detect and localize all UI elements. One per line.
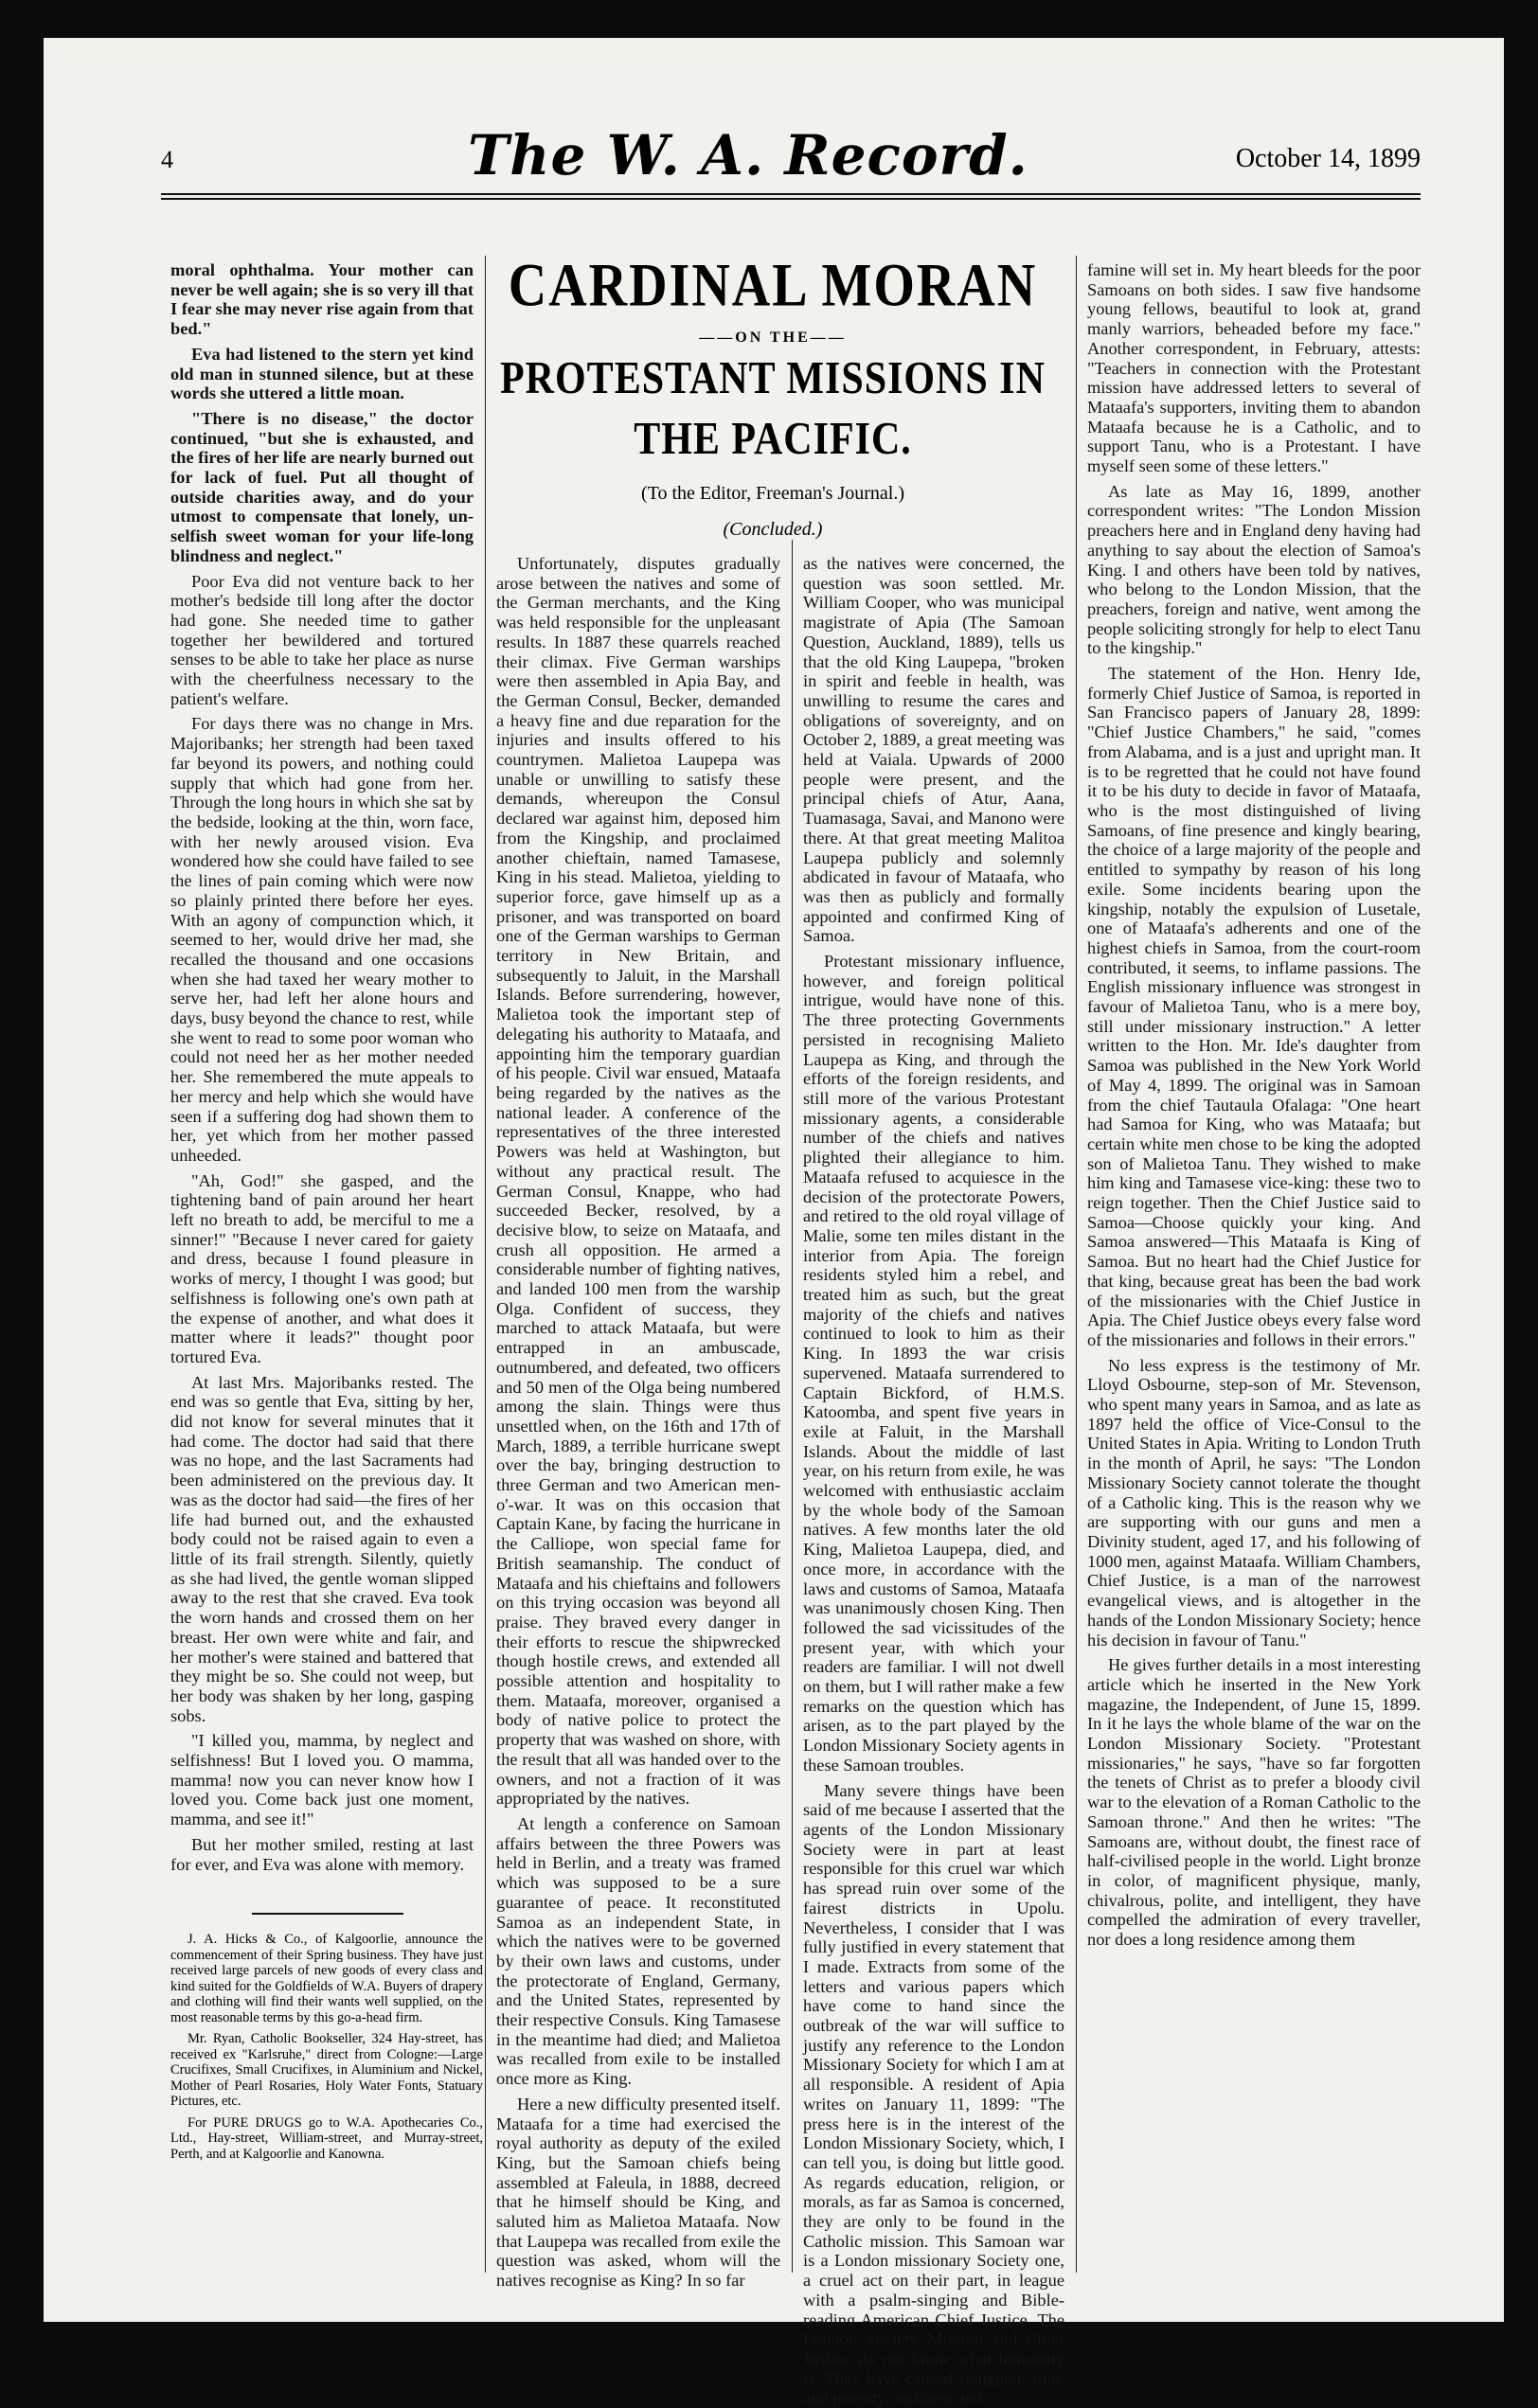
paragraph: Eva had listened to the stern yet kind old man in stunned silence, but at these words she uttered a little moan. (170, 344, 474, 403)
paragraph: The statement of the Hon. Henry Ide, formerly Chief Justice of Samoa, is reported in San Francisco papers of January 28, 1899: "Chief Justice Chambers," he said, "comes from Alabama, and is a just and upright man. It is to be regretted that he could not have found it to be his duty to decide in favor of Mataafa, who is the most distinguished of living Samoans, of fine presence and kingly bearing, the choice of a large majority of the people and entitled to sympathy by reason of his long exile. Some incidents bearing upon the kingship, notably the expulsion of Lusetale, one of Mataafa's adherents and one of the highest chiefs in Samoa, from the court-room contributed, it seems, to inflame passions. The English missionary influence was strongest in favour of Malietoa Tanu, who is a mere boy, still under missionary instruction." A letter written to the Hon. Mr. Ide's daughter from Samoa was published in the New York World of May 4, 1899. The original was in Samoan from the chief Tautaula Ofalaga: "One heart had Samoa for King, who was Mataafa; but certain white men chose to be king the adopted son of Malietoa Tanu. They wished to make him king and Tamasese vice-king: these two to reign together. Then the Chief Justice said to Samoa—Choose quickly your king. And Samoa answered—This Mataafa is King of Samoa. But no heart had the Chief Justice for that king, because great has been the bad work of the missionaries with the Chief Justice in Apia. The Chief Justice obeys every false word of the missionaries and follows in their errors." (1087, 664, 1421, 1349)
issue-date: October 14, 1899 (1235, 144, 1421, 173)
article-byline: (To the Editor, Freeman's Journal.) (641, 483, 904, 504)
column-2 (496, 554, 780, 2291)
page-number: 4 (161, 146, 173, 173)
paragraph: "There is no disease," the doctor continued, "but she is exhausted, and the fires of her life are nearly burned out for lack of fuel. Put all thought of outside charities away, and do your utmost to compensate that lonely, un-selfish sweet woman for your life-long blindness and neglect." (170, 408, 474, 565)
paragraph: Protestant missionary influence, however, and foreign political intrigue, would have none of this. The three protecting Governments persisted in recognising Malieto Laupepa as King, and through the efforts of the foreign residents, and still more of the various Protestant missionary agents, a considerable number of the chiefs and natives plighted their allegiance to him. Mataafa refused to acquiesce in the decision of the protectorate Powers, and retired to the old royal village of Malie, some ten miles distant in the interior from Apia. The foreign residents styled him a rebel, and treated him as such, but the great majority of the chiefs and natives continued to look to him as their King. In 1893 the war crisis supervened. Mataafa surrendered to Captain Bickford, of H.M.S. Katoomba, and spent five years in exile at Faluit, in the Marshall Islands. About the middle of last year, on his return from exile, he was welcomed with enthusiastic acclaim by the whole body of the Samoan natives. A few months later the old King, Malietoa Laupepa, died, and once more, in accordance with the laws and customs of Samoa, Mataafa was unanimously chosen King. Then followed the sad vicissitudes of the present year, with which your readers are familiar. I will not dwell on them, but I will rather make a few remarks on the question which has arisen, as to the part played by the London Missionary Society agents in these Samoan troubles. (803, 952, 1064, 1775)
masthead-rule (161, 193, 1421, 195)
ad-hicks: J. A. Hicks & Co., of Kalgoorlie, announce the commencement of their Spring business. They have just received large parcels of new goods of every class and kind suited for the Goldfields of W.A. Buyers of drapery and clothing will find their wants well supplied, on the most reasonable terms by this go-a-head firm. (170, 1932, 483, 2025)
ad-pure-drugs: For PURE DRUGS go to W.A. Apothecaries Co., Ltd., Hay-street, William-street, and Murray-street, Perth, and at Kalgoorlie and Kanowna. (170, 2114, 483, 2162)
advertisements (170, 1932, 483, 2167)
headline-protestant-missions: PROTESTANT MISSIONS IN THE PACIFIC. (500, 353, 1046, 465)
headline-on-the: ——ON THE—— (699, 330, 847, 346)
paragraph: For days there was no change in Mrs. Majoribanks; her strength had been taxed far beyond its powers, and nothing could supply that which had gone from her. Through the long hours in which she sat by the bedside, looking at the thin, worn face, with her newly aroused vision. Eva wondered how she could have failed to see the lines of pain coming which were now so plainly printed there before her eyes. With an agony of compunction which, it seemed to her, would drive her mad, she recalled the thousand and one occasions when she had taxed her weary mother to serve her, had left her alone hours and days, busy beyond the chance to rest, while she went to read to some poor woman who could not need her as her mother needed her. She remembered the mute appeals to her mercy and help which she would have seen if a suffering dog had shown them to her, yet which from her mother passed unheeded. (170, 714, 474, 1165)
column-rule-3 (1076, 256, 1077, 2273)
newspaper-title: The W. A. Record. (468, 123, 1028, 187)
paragraph: famine will set in. My heart bleeds for the poor Samoans on both sides. I saw five handsome young fellows, beautiful to look at, grand manly warriors, beheaded before my face." Another correspondent, in February, attests: "Teachers in connection with the Protestant mission have addressed letters to several of Mataafa's supporters, inviting them to abandon Mataafa because he is a Catholic, and to support Tanu, who is a Protestant. I have myself seen some of these letters." (1087, 260, 1421, 476)
paragraph: Here a new difficulty presented itself. Mataafa for a time had exercised the royal authority as deputy of the exiled King, but the Samoan chiefs being assembled at Faleula, in 1888, decreed that he himself should be King, and saluted him as Malietoa Mataafa. Now that Laupepa was recalled from exile the question was asked, whom will the natives recognise as King? In so far (496, 2094, 780, 2291)
paragraph: Unfortunately, disputes gradually arose between the natives and some of the German merchants, and the King was held responsible for the unpleasant results. In 1887 these quarrels reached their climax. Five German warships were then assembled in Apia Bay, and the German Consul, Becker, demanded a heavy fine and due reparation for the injuries and insults offered to his countrymen. Malietoa Laupepa was unable or unwilling to satisfy these demands, whereupon the Consul declared war against him, deposed him from the Kingship, and proclaimed another chieftain, named Tamasese, King in his stead. Malietoa, yielding to superior force, gave himself up as a prisoner, and was transported on board one of the German warships to German territory in New Britain, and subsequently to Jaluit, in the Marshall Islands. Before surrendering, however, Malietoa took the important step of delegating his authority to Mataafa, and appointing him the temporary guardian of his people. Civil war ensued, Mataafa being regarded by the natives as the national leader. A conference of the representatives of the three interested Powers was held at Washington, but without any practical result. The German Consul, Knappe, who had succeeded Becker, resolved, by a decisive blow, to seize on Mataafa, and crush all opposition. He armed a considerable number of fighting natives, and landed 100 men from the warship Olga. Confident of success, they marched to attack Mataafa, but were entrapped in an ambuscade, outnumbered, and defeated, two officers and 50 men of the Olga being numbered among the slain. Things were thus unsettled when, on the 16th and 17th of March, 1889, a terrible hurricane swept over the bay, bringing destruction to three German and two American men-o'-war. It was on this occasion that Captain Kane, by facing the hurricane in the Calliope, won special fame for British seamanship. The conduct of Mataafa and his chieftains and followers on this trying occasion was beyond all praise. They braved every danger in their efforts to rescue the shipwrecked though hostile crews, and extended all possible attention and hospitality to them. Mataafa, moreover, organised a body of native police to protect the property that was washed on shore, with the result that all was handed over to the owners, and not a fraction of it was appropriated by the natives. (496, 554, 780, 1809)
column-1 (170, 260, 474, 1899)
headline-cardinal-moran: CARDINAL MORAN (508, 252, 1038, 320)
paragraph: "I killed you, mamma, by neglect and selfishness! But I loved you. O mamma, mamma! now you can never know how I loved you. Come back just one moment, mamma, and see it!" (170, 1731, 474, 1829)
paragraph: Many severe things have been said of me because I asserted that the agents of the London Missionary Society were in part at least responsible for this cruel war which has spread ruin over some of the fairest districts in Upolu. Nevertheless, I consider that I was fully justified in every statement that I made. Extracts from some of the letters and various papers which have come to hand since the outbreak of the war will suffice to justify any reference to the London Missionary Society for which I am at all responsible. A resident of Apia writes on January 11, 1899: "The press here is in the interest of the London Missionary Society, which, I can tell you, is doing but little good. As regards education, religion, or morals, as far as Samoa is concerned, they are only to be found in the Catholic mission. This Samoan war is a London missionary Society one, a cruel act on their part, in league with a psalm-singing and Bible-reading American Chief Justice. The London Society Mission and Chief Justice do not know what humanity is. They have caused slaughter, ruin, and poverty; sickness and (803, 1780, 1064, 2408)
column-rule-2 (792, 540, 793, 2273)
paragraph: as the natives were concerned, the question was soon settled. Mr. William Cooper, who was municipal magistrate of Apia (The Samoan Question, Auckland, 1889), tells us that the old King Laupepa, "broken in spirit and feeble in health, was unwilling to resume the cares and obligations of sovereignty, and on October 2, 1889, a great meeting was held at Vaiala. Upwards of 2000 people were present, and the principal chiefs of Atur, Aana, Tuamasaga, Savai, and Manono were there. At that great meeting Malitoa Laupepa publicly and solemnly abdicated in favour of Mataafa, who was then as publicly and formally appointed and confirmed King of Samoa. (803, 554, 1064, 946)
section-rule (252, 1913, 403, 1915)
masthead-rule-lower (161, 198, 1421, 200)
paragraph: As late as May 16, 1899, another correspondent writes: "The London Mission preachers here and in England deny having had anything to say about the election of Samoa's King. I and others have been told by natives, who belong to the London Mission, that the preachers, foreign and native, went among the people soliciting strongly for help to elect Tanu to the kingship." (1087, 481, 1421, 658)
paragraph: "Ah, God!" she gasped, and the tightening band of pain around her heart left no breath to add, be merciful to me a sinner!" "Because I never cared for gaiety and dress, because I found pleasure in works of mercy, I thought I was good; but selfishness is following one's own path at the expense of another, and what does it matter where it leads?" thought poor tortured Eva. (170, 1170, 474, 1366)
masthead (161, 123, 1458, 189)
column-rule-1 (485, 256, 486, 2273)
ad-ryan: Mr. Ryan, Catholic Bookseller, 324 Hay-street, has received ex "Karlsruhe," direct from Cologne:—Large Crucifixes, Small Crucifixes, in Aluminium and Nickel, Mother of Pearl Rosaries, Holy Water Fonts, Statuary Pictures, etc. (170, 2031, 483, 2109)
article-note: (Concluded.) (723, 519, 823, 540)
paragraph: At length a conference on Samoan affairs between the three Powers was held in Berlin, and a treaty was framed which was supposed to be a sure guarantee of peace. It reconstituted Samoa as an independent State, in which the natives were to be governed by their own laws and customs, under the protectorate of England, Germany, and the United States, represented by their respective Consuls. King Tamasese in the meantime had died; and Malietoa was recalled from exile to be installed once more as King. (496, 1814, 780, 2089)
article-headline (470, 252, 1076, 465)
paragraph: At last Mrs. Majoribanks rested. The end was so gentle that Eva, sitting by her, did not know for several minutes that it had come. The doctor had said that there was no hope, and the last Sacraments had been administered on the previous day. It was as the doctor had said—the fires of her life had burned out, and the exhausted body could not be raised again to even a little of its frail strength. Silently, quietly as she had lived, the gentle woman slipped away to the rest that she craved. Eva took the worn hands and crossed them on her breast. Her own were white and fair, and her mother's were stained and battered that they might be so. She could not weep, but her body was shaken by her long, gasping sobs. (170, 1372, 474, 1725)
paragraph: Poor Eva did not venture back to her mother's bedside till long after the doctor had gone. She needed time to gather together her bewildered and tortured senses to be able to take her place as nurse with the cheerfulness necessary to the patient's welfare. (170, 571, 474, 708)
paragraph: moral ophthalma. Your mother can never be well again; she is so very ill that I fear she may never rise again from that bed." (170, 260, 474, 339)
paragraph: He gives further details in a most interesting article which he inserted in the New York magazine, the Independent, of June 15, 1899. In it he lays the whole blame of the war on the London Missionary Society. "Protestant missionaries," he says, "have so far forgotten the tenets of Christ as to prefer a bloody civil war to the elevation of a Roman Catholic to the Samoan throne." And then he writes: "The Samoans are, without doubt, the finest race of half-civilised people in the world. Light bronze in color, of magnificent physique, manly, chivalrous, polite, and intelligent, they have compelled the admiration of every traveller, nor does a long residence among them (1087, 1655, 1421, 1950)
paragraph: No less express is the testimony of Mr. Lloyd Osbourne, step-son of Mr. Stevenson, who spent many years in Samoa, and as late as 1897 held the office of Vice-Consul to the United States in Apia. Writing to London Truth in the month of April, he says: "The London Missionary Society cannot tolerate the thought of a Catholic king. This is the reason why we are supporting with our guns and men a Divinity student, aged 17, and his following of 1000 men, against Mataafa. William Chambers, Chief Justice, is a man of the narrowest evangelical views, and is altogether in the hands of the London Missionary Society; hence his decision in favour of Tanu." (1087, 1355, 1421, 1650)
column-4 (1087, 260, 1421, 2263)
paragraph: But her mother smiled, resting at last for ever, and Eva was alone with memory. (170, 1834, 474, 1874)
column-3 (803, 554, 1064, 2408)
